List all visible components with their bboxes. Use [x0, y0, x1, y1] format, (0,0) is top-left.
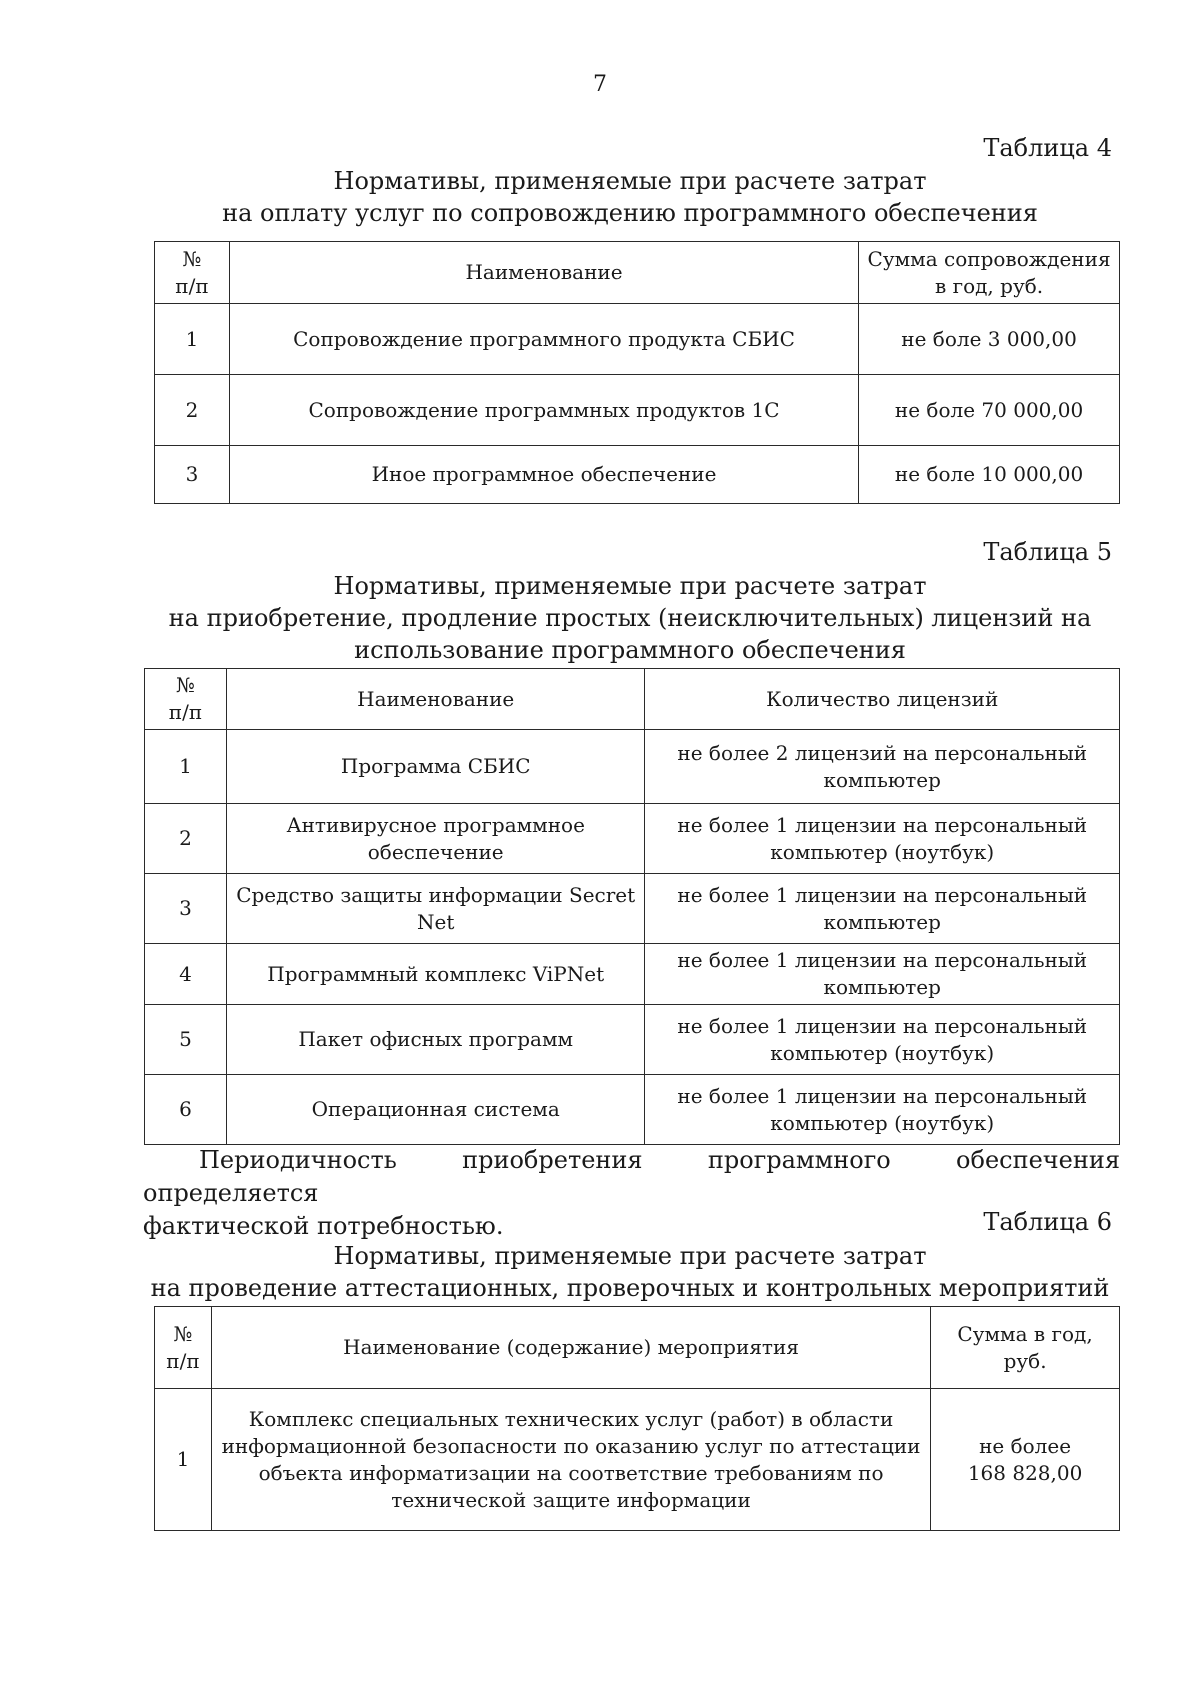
cell-num: 1	[155, 304, 230, 375]
cell-line: Пакет офисных программ	[298, 1027, 574, 1051]
cell-qty	[645, 944, 1120, 1005]
cell-line: Средство защиты информации Secret	[236, 882, 636, 907]
table5-title	[140, 570, 1120, 666]
cell-sum: не боле 70 000,00	[859, 375, 1120, 446]
header-text: №	[175, 673, 195, 697]
cell-qty	[645, 804, 1120, 874]
cell-name	[226, 1005, 645, 1075]
table6-header-sum	[931, 1307, 1120, 1389]
table5-header-row	[145, 669, 1120, 730]
cell-num: 5	[145, 1005, 227, 1075]
cell-num: 2	[145, 804, 227, 874]
paragraph-line: Периодичность приобретения программного обеспечения определяется	[143, 1146, 1120, 1207]
page-number: 7	[593, 72, 607, 97]
table4	[154, 241, 1120, 504]
cell-name	[226, 1075, 645, 1145]
header-text: №	[173, 1321, 193, 1346]
cell-line: Программный комплекс ViPNet	[267, 961, 605, 986]
cell-line: Антивирусное программное	[286, 812, 585, 837]
cell-line: не более	[979, 1433, 1072, 1458]
cell-line: не более 1 лицензии на персональный	[677, 1013, 1088, 1038]
cell-line: компьютер (ноутбук)	[770, 1110, 995, 1135]
table6-header-num	[155, 1307, 212, 1389]
cell-line: компьютер (ноутбук)	[770, 1040, 995, 1065]
cell-line: компьютер	[823, 767, 941, 792]
header-text: Сумма в год,	[957, 1321, 1093, 1346]
table4-title-line: Нормативы, применяемые при расчете затрат	[333, 167, 927, 195]
paragraph-line: фактической потребностью.	[143, 1212, 504, 1240]
cell-line: технической защите информации	[391, 1487, 751, 1512]
cell-num: 3	[155, 446, 230, 504]
cell-name: Сопровождение программного продукта СБИС	[229, 304, 858, 375]
cell-qty	[645, 1075, 1120, 1145]
table-row	[145, 944, 1120, 1005]
cell-num: 4	[145, 944, 227, 1005]
table4-header-num	[155, 242, 230, 304]
table-row	[145, 1075, 1120, 1145]
table5-title-line: на приобретение, продление простых (неисключительных) лицензий на	[168, 604, 1092, 632]
table4-label: Таблица 4	[983, 134, 1112, 162]
cell-line: объекта информатизации на соответствие требованиям по	[258, 1460, 884, 1485]
table6-label: Таблица 6	[983, 1208, 1112, 1236]
table5-header-qty: Количество лицензий	[645, 669, 1120, 730]
cell-line: информационной безопасности по оказанию услуг по аттестации	[221, 1433, 921, 1458]
table-row	[155, 446, 1120, 504]
cell-line: компьютер (ноутбук)	[770, 839, 995, 864]
table4-header-name: Наименование	[229, 242, 858, 304]
table6-title-line: Нормативы, применяемые при расчете затрат	[333, 1242, 927, 1270]
cell-line: обеспечение	[367, 839, 504, 864]
table-row	[155, 304, 1120, 375]
cell-sum	[931, 1389, 1120, 1531]
cell-name	[226, 730, 645, 804]
cell-line: Программа СБИС	[340, 754, 531, 778]
cell-num: 1	[145, 730, 227, 804]
header-text: п/п	[175, 273, 209, 298]
cell-line: Операционная система	[311, 1097, 560, 1121]
header-text: в год, руб.	[934, 273, 1044, 298]
table5-label: Таблица 5	[983, 538, 1112, 566]
header-text: п/п	[168, 700, 203, 724]
table6-title-line: на проведение аттестационных, проверочных и контрольных мероприятий	[150, 1274, 1110, 1302]
table5-header-name: Наименование	[226, 669, 645, 730]
cell-num: 2	[155, 375, 230, 446]
cell-qty	[645, 1005, 1120, 1075]
cell-qty	[645, 874, 1120, 944]
cell-line: не более 2 лицензий на персональный	[677, 740, 1088, 765]
cell-num: 1	[155, 1389, 212, 1531]
header-text: руб.	[1003, 1348, 1047, 1373]
cell-line: компьютер	[823, 909, 941, 934]
cell-line: Комплекс специальных технических услуг (работ) в области	[248, 1406, 894, 1431]
table4-header-row	[155, 242, 1120, 304]
table5-header-num	[145, 669, 227, 730]
header-text: Сумма сопровождения	[867, 246, 1111, 271]
table5-title-line: использование программного обеспечения	[354, 636, 906, 664]
header-text: №	[182, 246, 202, 271]
cell-name: Сопровождение программных продуктов 1С	[229, 375, 858, 446]
cell-line: 168 828,00	[967, 1460, 1083, 1485]
cell-name	[226, 874, 645, 944]
cell-name: Иное программное обеспечение	[229, 446, 858, 504]
cell-num: 6	[145, 1075, 227, 1145]
table-row	[155, 1389, 1120, 1531]
cell-name	[226, 804, 645, 874]
cell-sum: не боле 10 000,00	[859, 446, 1120, 504]
table4-title-line: на оплату услуг по сопровождению программного обеспечения	[222, 199, 1038, 227]
table6-title	[140, 1240, 1120, 1304]
periodicity-paragraph	[143, 1144, 1120, 1243]
cell-line: не более 1 лицензии на персональный	[677, 882, 1088, 907]
table-row	[155, 375, 1120, 446]
cell-line: компьютер	[823, 975, 941, 999]
cell-line: не более 1 лицензии на персональный	[677, 1083, 1088, 1108]
table6-header-name: Наименование (содержание) мероприятия	[211, 1307, 930, 1389]
table-row	[145, 804, 1120, 874]
table6-header-row	[155, 1307, 1120, 1389]
cell-line: Net	[417, 909, 455, 934]
cell-name	[226, 944, 645, 1005]
cell-line: не более 1 лицензии на персональный	[677, 812, 1088, 837]
cell-name	[211, 1389, 930, 1531]
header-text: п/п	[166, 1348, 200, 1373]
table6	[154, 1306, 1120, 1531]
table5	[144, 668, 1120, 1145]
table-row	[145, 1005, 1120, 1075]
table4-header-sum	[859, 242, 1120, 304]
table-row	[145, 730, 1120, 804]
table5-title-line: Нормативы, применяемые при расчете затрат	[333, 572, 927, 600]
cell-qty	[645, 730, 1120, 804]
cell-num: 3	[145, 874, 227, 944]
cell-line: не более 1 лицензии на персональный	[677, 948, 1088, 972]
table-row	[145, 874, 1120, 944]
table4-title	[140, 165, 1120, 229]
cell-sum: не боле 3 000,00	[859, 304, 1120, 375]
